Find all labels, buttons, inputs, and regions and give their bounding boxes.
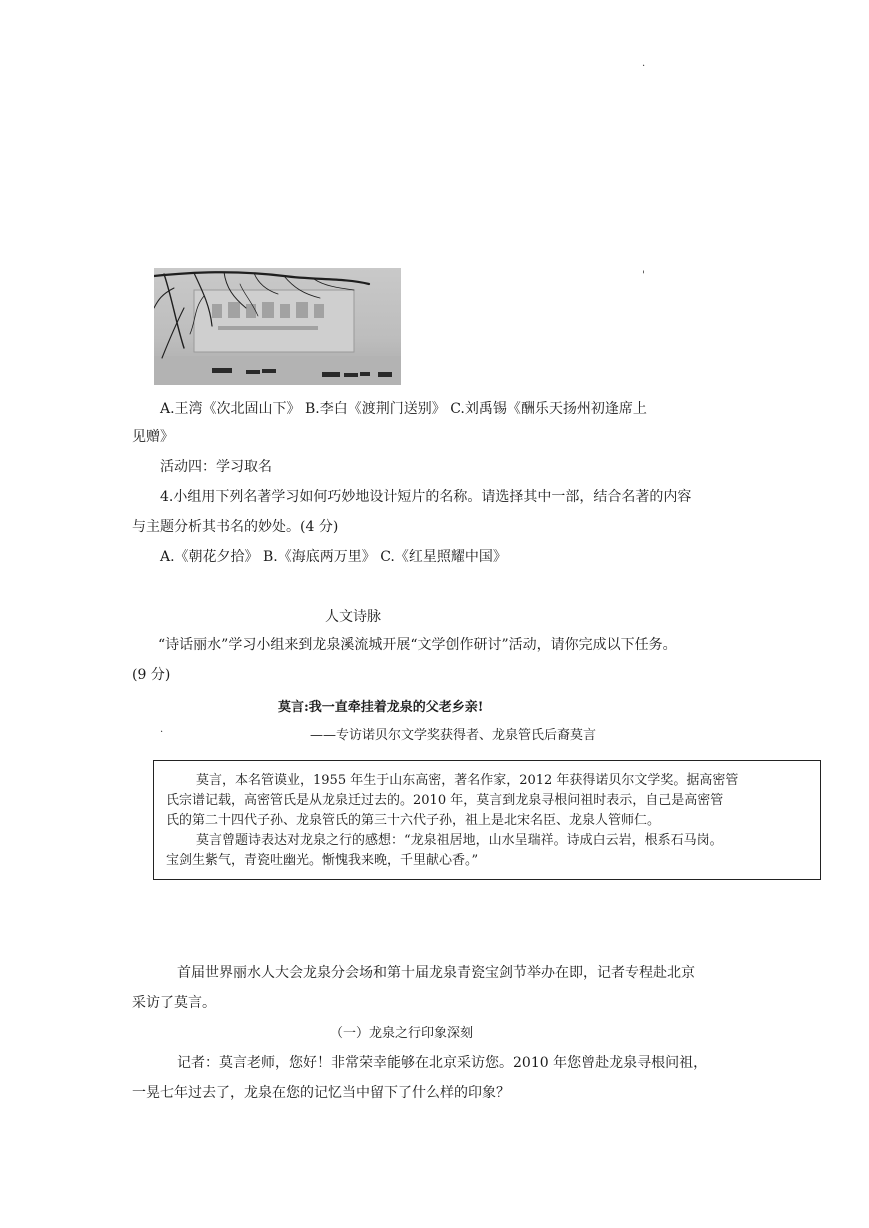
question3-options-line2: 见赠》 <box>132 429 174 445</box>
question4-line1: 4.小组用下列名著学习如何巧妙地设计短片的名称。请选择其中一部，结合名著的内容 <box>160 489 692 505</box>
question4-line2: 与主题分析其书名的妙处。(4 分) <box>132 519 339 535</box>
body-paragraph1-line1: 首届世界丽水人大会龙泉分会场和第十届龙泉青瓷宝剑节举办在即，记者专程赴北京 <box>177 965 695 981</box>
body-paragraph2-line2: 一晃七年过去了，龙泉在您的记忆当中留下了什么样的印象？ <box>132 1085 510 1101</box>
box-line2: 氏宗谱记载，高密管氏是从龙泉迁过去的。2010 年，莫言到龙泉寻根问祖时表示，自己是高密管 <box>166 793 724 808</box>
body-paragraph1-line2: 采访了莫言。 <box>132 995 216 1011</box>
article-headline: 莫言:我一直牵挂着龙泉的父老乡亲! <box>278 700 484 715</box>
question4-options: A.《朝花夕拾》 B.《海底两万里》 C.《红星照耀中国》 <box>160 549 507 565</box>
box-line4: 莫言曾题诗表达对龙泉之行的感想：“龙泉祖居地，山水呈瑞祥。诗成白云岩，根系石马岗。 <box>196 833 723 848</box>
box-line3: 氏的第二十四代子孙、龙泉管氏的第三十六代子孙，祖上是北宋名臣、龙泉人管师仁。 <box>166 813 661 828</box>
sub-heading: （一）龙泉之行印象深刻 <box>330 1026 474 1041</box>
body-paragraph2-line1: 记者：莫言老师，您好！非常荣幸能够在北京采访您。2010 年您曾赴龙泉寻根问祖， <box>177 1055 708 1071</box>
branches-icon <box>154 268 401 385</box>
section-intro-line2: (9 分) <box>132 667 171 683</box>
stray-dot-mark: . <box>642 58 646 69</box>
box-line1: 莫言，本名管谟业，1955 年生于山东高密，著名作家，2012 年获得诺贝尔文学奖。据高密管 <box>196 773 739 788</box>
winter-lake-photo <box>154 268 401 385</box>
section-intro-line1: “诗话丽水”学习小组来到龙泉溪流城开展“文学创作研讨”活动，请你完成以下任务。 <box>158 637 677 653</box>
question3-options-line1: A.王湾《次北固山下》 B.李白《渡荆门送别》 C.刘禹锡《酬乐天扬州初逢席上 <box>160 401 647 417</box>
stray-dot-left: . <box>160 724 164 735</box>
author-intro-box <box>153 760 821 880</box>
activity4-title: 活动四：学习取名 <box>160 459 272 475</box>
stray-tick-mark: ' <box>642 270 645 281</box>
section-title: 人文诗脉 <box>325 609 381 625</box>
article-subtitle: ——专访诺贝尔文学奖获得者、龙泉管氏后裔莫言 <box>310 728 597 743</box>
box-line5: 宝剑生紫气，青瓷吐幽光。惭愧我来晚，千里献心香。” <box>166 853 479 868</box>
